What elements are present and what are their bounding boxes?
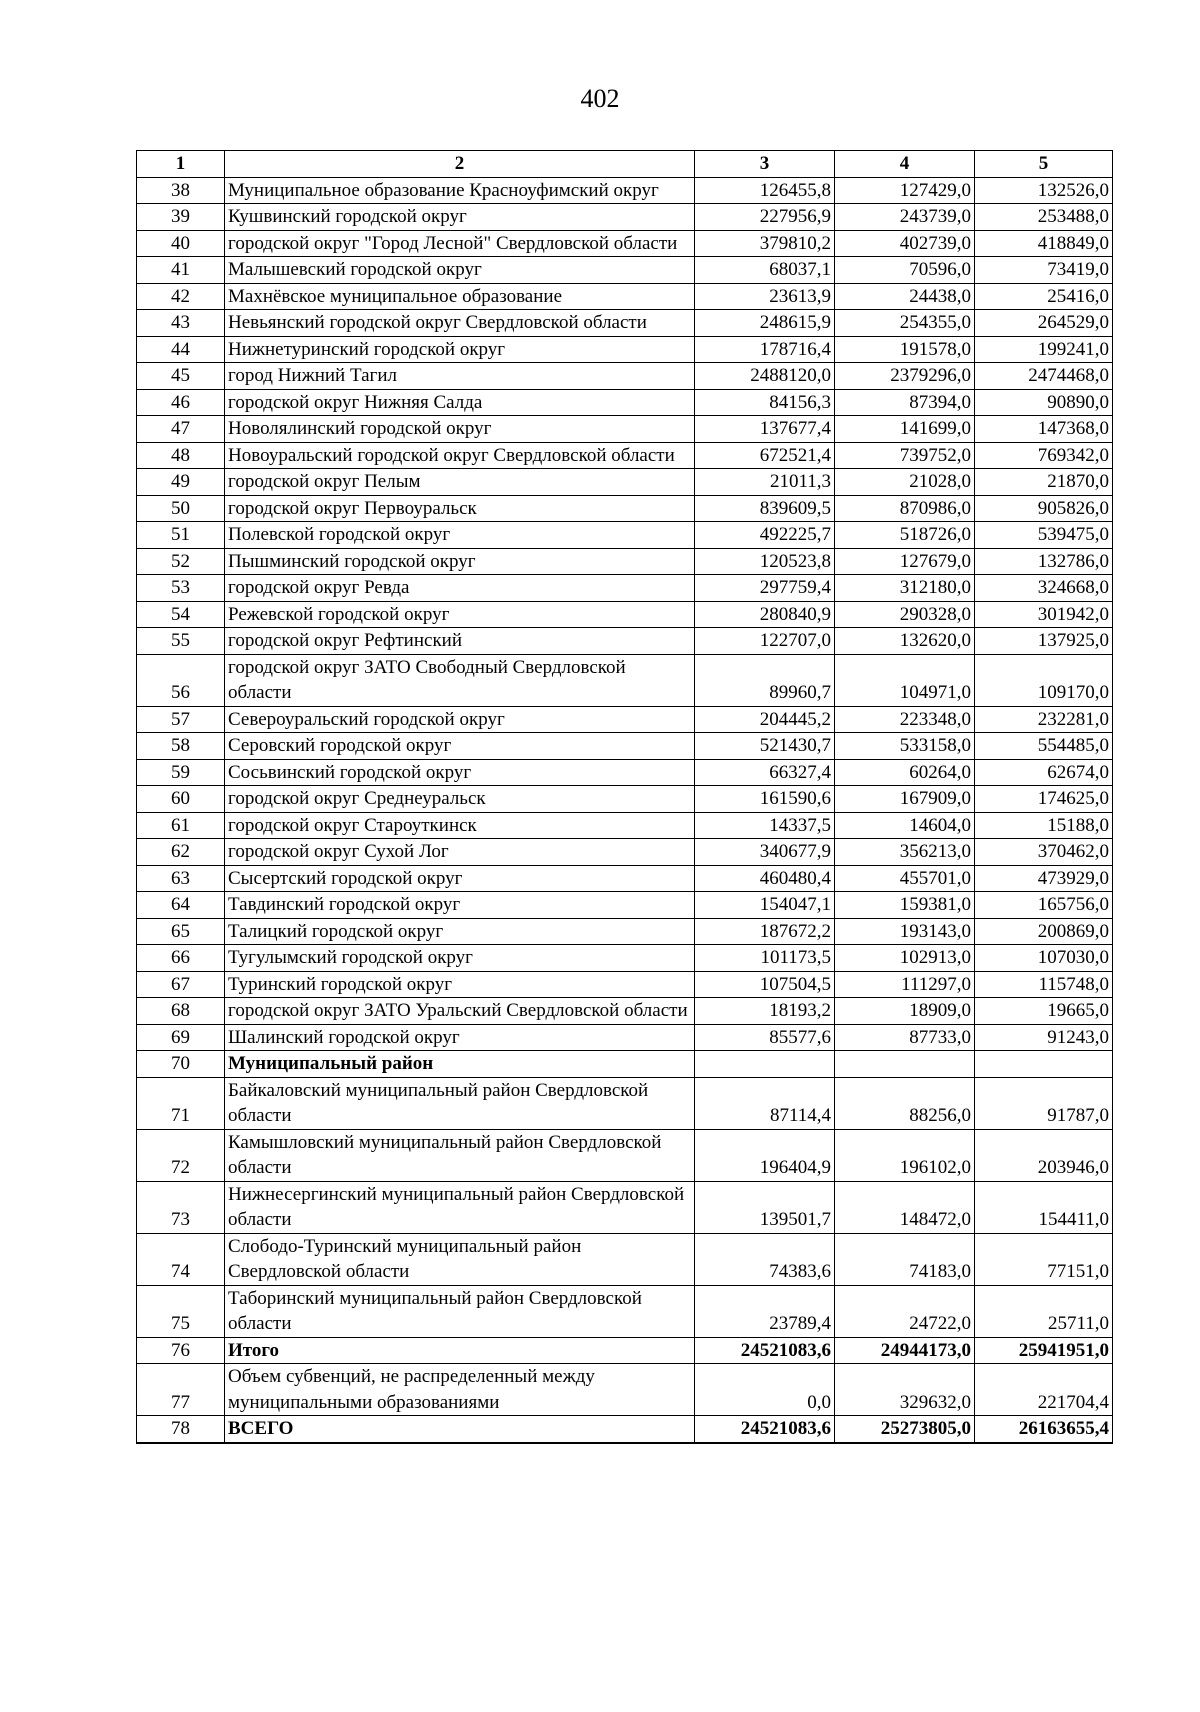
- row-value-col3: 297759,4: [695, 575, 835, 602]
- row-number: 50: [137, 495, 225, 522]
- row-number: 68: [137, 998, 225, 1025]
- row-number: 65: [137, 918, 225, 945]
- row-value-col4: 243739,0: [835, 204, 975, 231]
- row-name: Полевской городской округ: [225, 522, 695, 549]
- row-number: 71: [137, 1077, 225, 1129]
- row-value-col4: 24438,0: [835, 283, 975, 310]
- row-number: 78: [137, 1416, 225, 1443]
- row-value-col3: 126455,8: [695, 177, 835, 204]
- row-value-col3: 204445,2: [695, 706, 835, 733]
- row-name: городской округ Сухой Лог: [225, 839, 695, 866]
- row-value-col5: 132526,0: [975, 177, 1113, 204]
- row-value-col4: 24944173,0: [835, 1337, 975, 1364]
- row-number: 66: [137, 945, 225, 972]
- row-number: 72: [137, 1129, 225, 1181]
- header-col-1: 1: [137, 151, 225, 178]
- row-value-col4: 223348,0: [835, 706, 975, 733]
- row-name: городской округ Пелым: [225, 469, 695, 496]
- row-value-col5: 418849,0: [975, 230, 1113, 257]
- row-value-col4: 533158,0: [835, 733, 975, 760]
- table-row: [137, 310, 1113, 337]
- row-number: 74: [137, 1233, 225, 1285]
- row-number: 77: [137, 1364, 225, 1416]
- table-row: [137, 257, 1113, 284]
- row-value-col3: 139501,7: [695, 1181, 835, 1233]
- row-value-col3: 492225,7: [695, 522, 835, 549]
- row-name: Североуральский городской округ: [225, 706, 695, 733]
- row-value-col5: 174625,0: [975, 786, 1113, 813]
- row-value-col3: 24521083,6: [695, 1416, 835, 1443]
- row-value-col3: 280840,9: [695, 601, 835, 628]
- table-row: [137, 575, 1113, 602]
- row-name: Слободо-Туринский муниципальный район Свердловской области: [225, 1233, 695, 1285]
- row-value-col5: 25416,0: [975, 283, 1113, 310]
- row-number: 51: [137, 522, 225, 549]
- row-value-col5: 26163655,4: [975, 1416, 1113, 1443]
- row-value-col5: 199241,0: [975, 336, 1113, 363]
- row-value-col4: 132620,0: [835, 628, 975, 655]
- row-number: 61: [137, 812, 225, 839]
- row-name: Камышловский муниципальный район Свердловской области: [225, 1129, 695, 1181]
- row-name: Кушвинский городской округ: [225, 204, 695, 231]
- table-row: [137, 998, 1113, 1025]
- row-value-col4: 74183,0: [835, 1233, 975, 1285]
- row-number: 39: [137, 204, 225, 231]
- row-value-col4: [835, 1051, 975, 1078]
- row-value-col5: 19665,0: [975, 998, 1113, 1025]
- row-value-col3: 2488120,0: [695, 363, 835, 390]
- row-value-col5: [975, 1051, 1113, 1078]
- row-value-col4: 290328,0: [835, 601, 975, 628]
- row-value-col3: 74383,6: [695, 1233, 835, 1285]
- row-number: 54: [137, 601, 225, 628]
- row-name: городской округ ЗАТО Уральский Свердловской области: [225, 998, 695, 1025]
- row-value-col5: 554485,0: [975, 733, 1113, 760]
- table-row: [137, 812, 1113, 839]
- row-number: 64: [137, 892, 225, 919]
- row-value-col3: 196404,9: [695, 1129, 835, 1181]
- header-row: [137, 151, 1113, 178]
- row-number: 52: [137, 548, 225, 575]
- table-row: [137, 865, 1113, 892]
- row-value-col4: 739752,0: [835, 442, 975, 469]
- row-value-col5: 25711,0: [975, 1285, 1113, 1337]
- row-value-col5: 91243,0: [975, 1024, 1113, 1051]
- row-number: 70: [137, 1051, 225, 1078]
- table-body: [137, 177, 1113, 1443]
- row-name: городской округ Первоуральск: [225, 495, 695, 522]
- row-value-col4: 191578,0: [835, 336, 975, 363]
- table-row: [137, 389, 1113, 416]
- row-name: городской округ Нижняя Салда: [225, 389, 695, 416]
- table-row: [137, 1416, 1113, 1443]
- row-name: Объем субвенций, не распределенный между муниципальными образованиями: [225, 1364, 695, 1416]
- row-value-col5: 115748,0: [975, 971, 1113, 998]
- row-number: 44: [137, 336, 225, 363]
- row-number: 40: [137, 230, 225, 257]
- row-value-col4: 111297,0: [835, 971, 975, 998]
- row-value-col4: 159381,0: [835, 892, 975, 919]
- row-value-col3: 379810,2: [695, 230, 835, 257]
- table-row: [137, 971, 1113, 998]
- row-name: Режевской городской округ: [225, 601, 695, 628]
- row-value-col5: 21870,0: [975, 469, 1113, 496]
- table-row: [137, 548, 1113, 575]
- row-value-col4: 87394,0: [835, 389, 975, 416]
- table-row: [137, 522, 1113, 549]
- row-number: 41: [137, 257, 225, 284]
- row-number: 43: [137, 310, 225, 337]
- row-name: Махнёвское муниципальное образование: [225, 283, 695, 310]
- row-value-col5: 132786,0: [975, 548, 1113, 575]
- table-row: [137, 177, 1113, 204]
- row-name: Серовский городской округ: [225, 733, 695, 760]
- subvention-table: [136, 150, 1113, 1444]
- table-row: [137, 601, 1113, 628]
- row-name: городской округ ЗАТО Свободный Свердловской области: [225, 654, 695, 706]
- table-row: [137, 495, 1113, 522]
- row-number: 59: [137, 759, 225, 786]
- row-value-col5: 253488,0: [975, 204, 1113, 231]
- row-value-col5: 73419,0: [975, 257, 1113, 284]
- row-value-col3: 187672,2: [695, 918, 835, 945]
- row-value-col4: 127429,0: [835, 177, 975, 204]
- row-value-col5: 77151,0: [975, 1233, 1113, 1285]
- row-value-col4: 141699,0: [835, 416, 975, 443]
- row-value-col5: 232281,0: [975, 706, 1113, 733]
- table-row: [137, 204, 1113, 231]
- table-row: [137, 654, 1113, 706]
- table-row: [137, 1233, 1113, 1285]
- row-name: Таборинский муниципальный район Свердловской области: [225, 1285, 695, 1337]
- row-number: 55: [137, 628, 225, 655]
- row-name: городской округ Среднеуральск: [225, 786, 695, 813]
- row-value-col5: 62674,0: [975, 759, 1113, 786]
- row-name: Сосьвинский городской округ: [225, 759, 695, 786]
- row-value-col3: 89960,7: [695, 654, 835, 706]
- table-row: [137, 1364, 1113, 1416]
- row-name: Новолялинский городской округ: [225, 416, 695, 443]
- row-value-col3: 107504,5: [695, 971, 835, 998]
- row-value-col3: 137677,4: [695, 416, 835, 443]
- row-number: 56: [137, 654, 225, 706]
- table-row: [137, 759, 1113, 786]
- row-value-col5: 769342,0: [975, 442, 1113, 469]
- row-value-col4: 329632,0: [835, 1364, 975, 1416]
- table-row: [137, 363, 1113, 390]
- row-number: 46: [137, 389, 225, 416]
- row-number: 58: [137, 733, 225, 760]
- row-number: 38: [137, 177, 225, 204]
- table-row: [137, 469, 1113, 496]
- row-value-col5: 905826,0: [975, 495, 1113, 522]
- row-value-col3: 68037,1: [695, 257, 835, 284]
- row-value-col4: 88256,0: [835, 1077, 975, 1129]
- table-row: [137, 442, 1113, 469]
- row-name: Нижнетуринский городской округ: [225, 336, 695, 363]
- row-number: 69: [137, 1024, 225, 1051]
- row-value-col3: [695, 1051, 835, 1078]
- table-row: [137, 733, 1113, 760]
- row-number: 75: [137, 1285, 225, 1337]
- row-value-col3: 120523,8: [695, 548, 835, 575]
- table-row: [137, 839, 1113, 866]
- row-value-col3: 23613,9: [695, 283, 835, 310]
- row-value-col5: 147368,0: [975, 416, 1113, 443]
- table-row: [137, 918, 1113, 945]
- row-name: Новоуральский городской округ Свердловской области: [225, 442, 695, 469]
- row-value-col3: 14337,5: [695, 812, 835, 839]
- row-value-col4: 518726,0: [835, 522, 975, 549]
- row-name: Нижнесергинский муниципальный район Свердловской области: [225, 1181, 695, 1233]
- row-name: Туринский городской округ: [225, 971, 695, 998]
- row-value-col5: 25941951,0: [975, 1337, 1113, 1364]
- row-value-col3: 21011,3: [695, 469, 835, 496]
- table-row: [137, 786, 1113, 813]
- row-value-col3: 672521,4: [695, 442, 835, 469]
- row-value-col5: 137925,0: [975, 628, 1113, 655]
- row-name: Байкаловский муниципальный район Свердловской области: [225, 1077, 695, 1129]
- row-name: Пышминский городской округ: [225, 548, 695, 575]
- row-value-col4: 312180,0: [835, 575, 975, 602]
- header-col-3: 3: [695, 151, 835, 178]
- row-number: 60: [137, 786, 225, 813]
- row-value-col3: 460480,4: [695, 865, 835, 892]
- row-value-col4: 25273805,0: [835, 1416, 975, 1443]
- row-name: город Нижний Тагил: [225, 363, 695, 390]
- header-col-5: 5: [975, 151, 1113, 178]
- table-row: [137, 283, 1113, 310]
- row-value-col3: 66327,4: [695, 759, 835, 786]
- row-value-col4: 18909,0: [835, 998, 975, 1025]
- row-value-col4: 104971,0: [835, 654, 975, 706]
- row-value-col4: 870986,0: [835, 495, 975, 522]
- row-name: Малышевский городской округ: [225, 257, 695, 284]
- row-value-col4: 455701,0: [835, 865, 975, 892]
- row-value-col4: 196102,0: [835, 1129, 975, 1181]
- row-value-col3: 227956,9: [695, 204, 835, 231]
- row-number: 67: [137, 971, 225, 998]
- row-value-col4: 102913,0: [835, 945, 975, 972]
- row-value-col3: 0,0: [695, 1364, 835, 1416]
- row-number: 73: [137, 1181, 225, 1233]
- row-number: 63: [137, 865, 225, 892]
- row-value-col5: 539475,0: [975, 522, 1113, 549]
- row-number: 76: [137, 1337, 225, 1364]
- row-name: городской округ Рефтинский: [225, 628, 695, 655]
- row-number: 47: [137, 416, 225, 443]
- row-value-col4: 24722,0: [835, 1285, 975, 1337]
- row-value-col4: 60264,0: [835, 759, 975, 786]
- table-row: [137, 230, 1113, 257]
- row-value-col5: 301942,0: [975, 601, 1113, 628]
- table-row: [137, 1077, 1113, 1129]
- table-row: [137, 1181, 1113, 1233]
- row-value-col4: 2379296,0: [835, 363, 975, 390]
- row-value-col4: 14604,0: [835, 812, 975, 839]
- row-name: Тугулымский городской округ: [225, 945, 695, 972]
- row-name: городской округ "Город Лесной" Свердловской области: [225, 230, 695, 257]
- row-number: 62: [137, 839, 225, 866]
- row-value-col3: 85577,6: [695, 1024, 835, 1051]
- row-value-col3: 248615,9: [695, 310, 835, 337]
- table-row: [137, 1337, 1113, 1364]
- table-row: [137, 1051, 1113, 1078]
- row-value-col5: 264529,0: [975, 310, 1113, 337]
- table-row: [137, 892, 1113, 919]
- row-name: городской округ Староуткинск: [225, 812, 695, 839]
- row-value-col4: 167909,0: [835, 786, 975, 813]
- row-name: Итого: [225, 1337, 695, 1364]
- row-value-col3: 23789,4: [695, 1285, 835, 1337]
- row-name: Муниципальный район: [225, 1051, 695, 1078]
- row-value-col5: 324668,0: [975, 575, 1113, 602]
- page-number: 402: [580, 84, 620, 113]
- row-number: 57: [137, 706, 225, 733]
- table-row: [137, 416, 1113, 443]
- table-row: [137, 628, 1113, 655]
- row-value-col3: 161590,6: [695, 786, 835, 813]
- row-value-col3: 521430,7: [695, 733, 835, 760]
- row-value-col5: 2474468,0: [975, 363, 1113, 390]
- row-number: 48: [137, 442, 225, 469]
- row-value-col4: 148472,0: [835, 1181, 975, 1233]
- table-row: [137, 336, 1113, 363]
- header-col-4: 4: [835, 151, 975, 178]
- row-value-col5: 154411,0: [975, 1181, 1113, 1233]
- row-value-col3: 154047,1: [695, 892, 835, 919]
- row-value-col5: 91787,0: [975, 1077, 1113, 1129]
- row-value-col5: 165756,0: [975, 892, 1113, 919]
- row-value-col4: 254355,0: [835, 310, 975, 337]
- row-name: Талицкий городской округ: [225, 918, 695, 945]
- header-col-2: 2: [225, 151, 695, 178]
- table-row: [137, 945, 1113, 972]
- row-value-col3: 87114,4: [695, 1077, 835, 1129]
- row-number: 45: [137, 363, 225, 390]
- row-value-col5: 203946,0: [975, 1129, 1113, 1181]
- table-row: [137, 1024, 1113, 1051]
- row-value-col5: 221704,4: [975, 1364, 1113, 1416]
- table-row: [137, 706, 1113, 733]
- row-value-col4: 127679,0: [835, 548, 975, 575]
- row-value-col4: 356213,0: [835, 839, 975, 866]
- row-number: 49: [137, 469, 225, 496]
- row-name: Шалинский городской округ: [225, 1024, 695, 1051]
- row-value-col3: 122707,0: [695, 628, 835, 655]
- row-value-col3: 340677,9: [695, 839, 835, 866]
- row-name: городской округ Ревда: [225, 575, 695, 602]
- row-value-col5: 200869,0: [975, 918, 1113, 945]
- row-value-col3: 101173,5: [695, 945, 835, 972]
- row-number: 53: [137, 575, 225, 602]
- row-value-col4: 70596,0: [835, 257, 975, 284]
- row-value-col4: 193143,0: [835, 918, 975, 945]
- row-value-col3: 839609,5: [695, 495, 835, 522]
- row-value-col5: 107030,0: [975, 945, 1113, 972]
- row-name: Невьянский городской округ Свердловской области: [225, 310, 695, 337]
- row-name: ВСЕГО: [225, 1416, 695, 1443]
- row-value-col3: 24521083,6: [695, 1337, 835, 1364]
- row-number: 42: [137, 283, 225, 310]
- row-name: Тавдинский городской округ: [225, 892, 695, 919]
- row-name: Муниципальное образование Красноуфимский округ: [225, 177, 695, 204]
- row-name: Сысертский городской округ: [225, 865, 695, 892]
- row-value-col5: 473929,0: [975, 865, 1113, 892]
- row-value-col4: 87733,0: [835, 1024, 975, 1051]
- row-value-col3: 178716,4: [695, 336, 835, 363]
- row-value-col5: 90890,0: [975, 389, 1113, 416]
- row-value-col5: 109170,0: [975, 654, 1113, 706]
- row-value-col5: 15188,0: [975, 812, 1113, 839]
- row-value-col3: 18193,2: [695, 998, 835, 1025]
- row-value-col3: 84156,3: [695, 389, 835, 416]
- table-row: [137, 1129, 1113, 1181]
- row-value-col5: 370462,0: [975, 839, 1113, 866]
- table-row: [137, 1285, 1113, 1337]
- row-value-col4: 21028,0: [835, 469, 975, 496]
- row-value-col4: 402739,0: [835, 230, 975, 257]
